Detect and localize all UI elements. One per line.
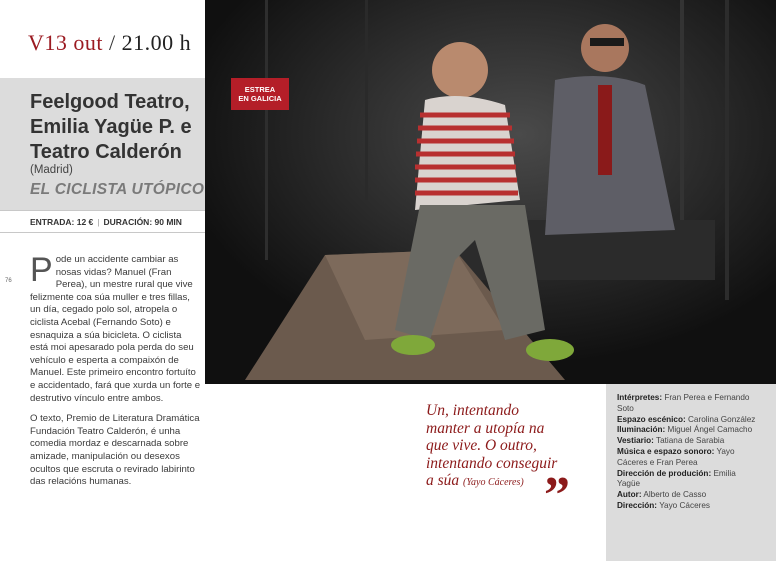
credit-row (617, 415, 759, 426)
credit-value: Miguel Ángel Camacho (667, 425, 753, 435)
body-text (30, 251, 202, 497)
credit-row (617, 393, 759, 415)
date-time: 21.00 h (121, 30, 192, 55)
credit-value: Yayo Cáceres (659, 500, 711, 510)
credit-row (617, 447, 759, 469)
company-title: Feelgood Teatro, Emilia Yagüe P. e Teatro Calderón (30, 91, 192, 163)
date-day: V13 out (28, 30, 103, 55)
credit-value: Alberto de Casso (643, 490, 707, 500)
credit-row (617, 425, 759, 436)
credit-value: Fran Perea e Fernando Soto (617, 393, 750, 413)
credit-row (617, 436, 759, 447)
drop-cap: P (30, 251, 53, 289)
badge-line-1: ESTREA (244, 85, 276, 94)
quote-mark-icon: ” (544, 467, 570, 524)
credit-row (617, 490, 759, 501)
credit-label: Vestiario: (617, 436, 654, 446)
stage-photo-illustration (205, 0, 776, 384)
stage-photo (205, 0, 776, 384)
divider (0, 232, 205, 233)
credits-list (617, 393, 759, 512)
credit-label: Música e espazo sonoro: (617, 446, 715, 456)
credit-value: Carolina González (688, 414, 756, 424)
credit-row (617, 469, 759, 491)
info-separator: | (97, 217, 100, 227)
credit-value: Emilia Yagüe (617, 468, 736, 489)
duration: DURACIÓN: 90 MIN (103, 217, 182, 227)
credit-label: Espazo escénico: (617, 414, 686, 424)
credit-label: Dirección: (617, 500, 658, 510)
divider (0, 210, 205, 211)
date-separator: / (109, 30, 116, 55)
paragraph-2-text: O texto, Premio de Literatura Dramática Fundación Teatro Calderón, é unha comedia mordaz e descarnada sobre amizade, manipulación ou desexos ocultos que escruta o revirado labirinto das relacións humanas. (30, 413, 200, 488)
ticket-info (30, 217, 182, 227)
credit-value: Yayo Cáceres e Fran Perea (617, 446, 735, 467)
credit-row (617, 501, 759, 512)
date-header (28, 30, 191, 56)
quote-text: Un, intentando manter a utopía na que vive. O outro, intentando conseguir a súa (426, 402, 558, 489)
credit-label: Autor: (617, 490, 642, 500)
quote-author: (Yayo Cáceres) (463, 477, 524, 488)
ticket-price: ENTRADA: 12 € (30, 217, 94, 227)
paragraph (30, 251, 202, 405)
company-city: (Madrid) (30, 164, 73, 176)
credit-label: Iluminación: (617, 425, 666, 435)
page-number: 76 (5, 278, 12, 284)
pull-quote (426, 402, 562, 492)
credit-label: Intérpretes: (617, 393, 663, 402)
badge-line-2: EN GALICIA (238, 94, 282, 103)
credit-label: Dirección de produción: (617, 468, 712, 478)
credit-value: Tatiana de Sarabia (656, 436, 725, 446)
play-title: EL CICLISTA UTÓPICO (30, 181, 205, 198)
premiere-badge (231, 78, 289, 110)
paragraph-1-text: ode un accidente cambiar as nosas vidas? Manuel (Fran Perea), un mestre rural que vive felizmente coa súa muller e tres fillas, un día, cegado polo sol, atropela o ciclista Acebal (Fernando Soto) e esnaquiza a súa bicicleta. O ciclista está moi apesarado pola perda do seu vehículo e esperta a compaixón de Manuel. Este primeiro encontro fortuíto e accidentado, fará que xurda un forte e destrutivo vínculo entre ambos. (30, 254, 201, 404)
